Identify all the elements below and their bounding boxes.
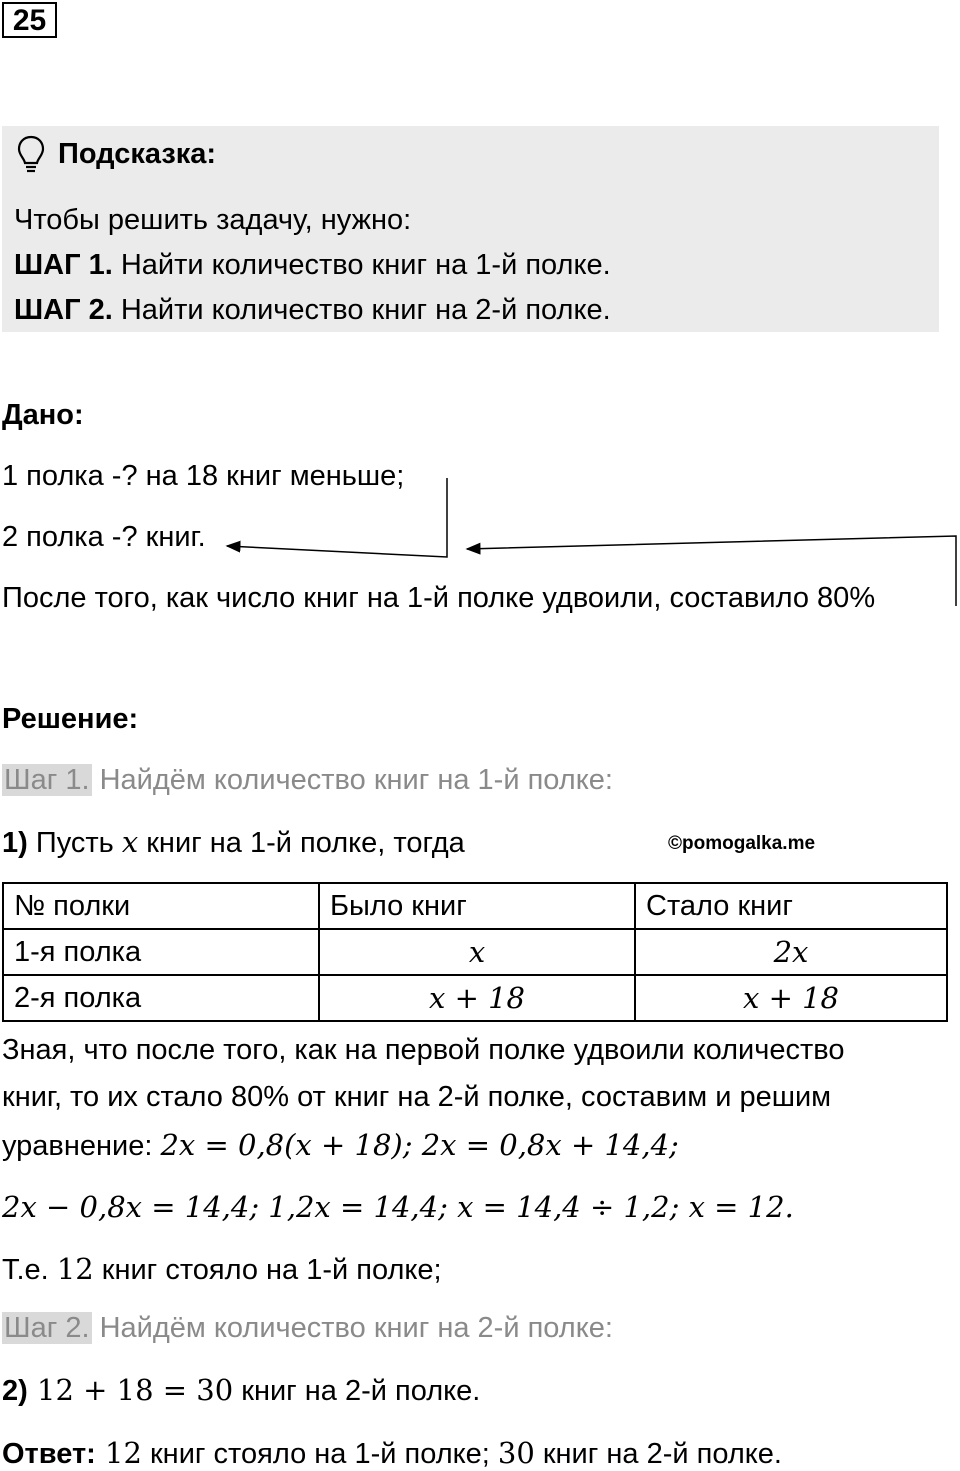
solution-title: Решение: <box>2 703 139 735</box>
hint-step-1-label: ШАГ 1. <box>14 249 113 281</box>
table-cell: x + 18 <box>635 975 947 1021</box>
solution-point-2 <box>2 1373 480 1408</box>
point-1-variable: x <box>121 825 139 859</box>
equation-line-1 <box>2 1128 679 1163</box>
step-1-tag: Шаг 1. <box>4 764 90 796</box>
hint-step-2-text: Найти количество книг на 2-й полке. <box>112 294 611 326</box>
given-arrows <box>0 460 960 620</box>
given-line-2: 2 полка -? книг. <box>2 521 206 553</box>
table-cell: 2-я полка <box>3 975 319 1021</box>
step-2-text: Найдём количество книг на 2-й полке: <box>91 1312 613 1344</box>
step-2-tag: Шаг 2. <box>4 1312 90 1344</box>
step-1-text: Найдём количество книг на 1-й полке: <box>91 764 613 796</box>
point-1-number: 1) <box>2 827 28 859</box>
table-header-cell: Стало книг <box>635 883 947 929</box>
answer-number-2: 30 <box>497 1436 535 1470</box>
table-cell: 1-я полка <box>3 929 319 975</box>
point-1-text-b: книг на 1-й полке, тогда <box>138 827 465 859</box>
hint-title: Подсказка: <box>58 138 217 170</box>
result-text: книг стояло на 1-й полке; <box>93 1254 442 1286</box>
answer-text-1: книг стояло на 1-й полке; <box>141 1438 498 1470</box>
given-title: Дано: <box>2 399 84 431</box>
step-2-heading <box>2 1312 613 1345</box>
table-cell: 2x <box>635 929 947 975</box>
answer-label: Ответ: <box>2 1438 96 1470</box>
result-number: 12 <box>56 1252 94 1286</box>
table-header-cell: Было книг <box>319 883 635 929</box>
hint-step-2 <box>14 294 611 327</box>
point-2-number: 2) <box>2 1375 28 1407</box>
equation-label: уравнение: <box>2 1130 161 1162</box>
table-row <box>3 929 947 975</box>
table-cell: x + 18 <box>319 975 635 1021</box>
hint-step-1-text: Найти количество книг на 1-й полке. <box>112 249 611 281</box>
point-2-math: 12 + 18 = 30 <box>27 1373 234 1407</box>
answer-number-1: 12 <box>95 1436 142 1470</box>
arrow-percent-to-shelf2 <box>467 536 956 606</box>
given-line-3: После того, как число книг на 1-й полке удвоили, составило 80% <box>2 582 876 614</box>
answer-line <box>2 1436 782 1471</box>
solution-point-1 <box>2 825 465 860</box>
hint-intro: Чтобы решить задачу, нужно: <box>14 204 412 236</box>
hint-step-2-label: ШАГ 2. <box>14 294 113 326</box>
lightbulb-icon <box>16 134 46 174</box>
step-1-result <box>2 1252 442 1287</box>
answer-text-2: книг на 2-й полке. <box>534 1438 782 1470</box>
point-2-text: книг на 2-й полке. <box>233 1375 481 1407</box>
paragraph-line: Зная, что после того, как на первой полке удвоили количество <box>2 1034 845 1066</box>
equation-math: 2x = 0,8(x + 18); 2x = 0,8x + 14,4; <box>160 1128 679 1162</box>
given-line-1: 1 полка -? на 18 книг меньше; <box>2 460 405 492</box>
result-prefix: Т.е. <box>2 1254 57 1286</box>
task-number: 25 <box>2 2 57 38</box>
table-header-row <box>3 883 947 929</box>
hint-step-1 <box>14 249 611 282</box>
point-1-text-a: Пусть <box>27 827 122 859</box>
table-cell: x <box>319 929 635 975</box>
table-row <box>3 975 947 1021</box>
arrow-shelf1-to-shelf2 <box>227 478 447 557</box>
watermark: ©pomogalka.me <box>668 833 816 854</box>
table-header-cell: № полки <box>3 883 319 929</box>
step-1-heading <box>2 764 613 797</box>
equation-line-2: 2x − 0,8x = 14,4; 1,2x = 14,4; x = 14,4 ÷ 1,2; x = 12. <box>2 1190 794 1224</box>
paragraph-line: книг, то их стало 80% от книг на 2-й полке, составим и решим <box>2 1081 832 1113</box>
books-table <box>2 882 948 1022</box>
